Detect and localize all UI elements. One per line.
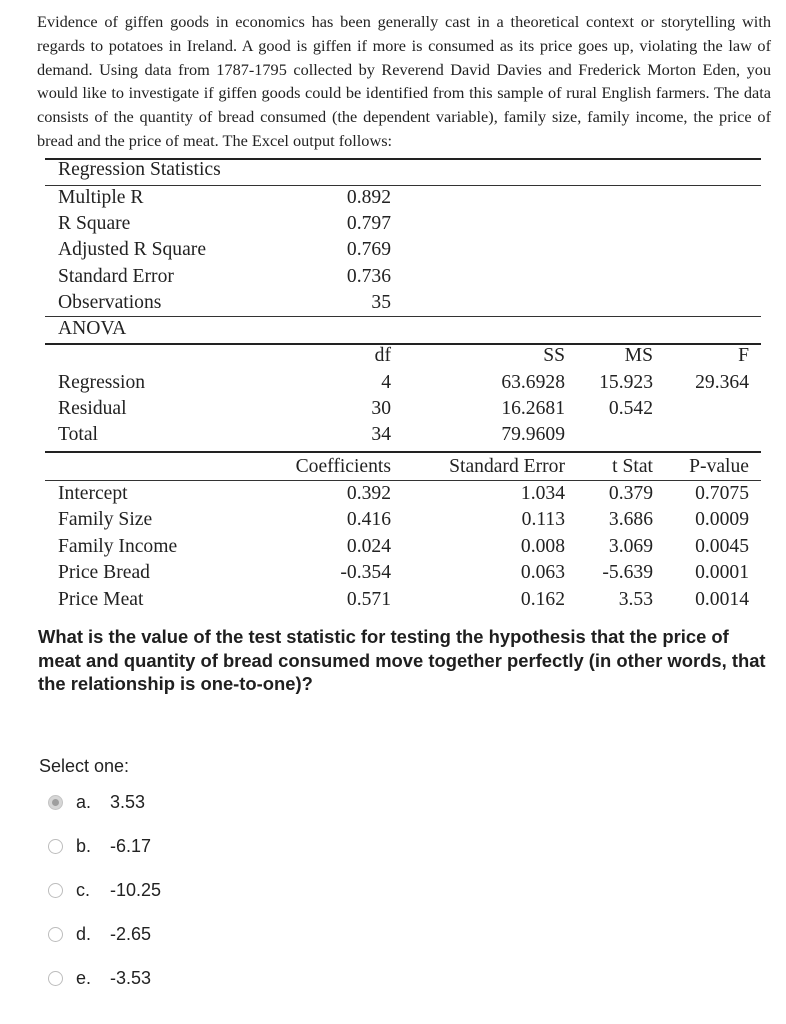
option-letter: b. bbox=[76, 836, 92, 856]
coef-p-value: 0.0014 bbox=[695, 589, 749, 610]
coef-value: 0.392 bbox=[346, 483, 391, 504]
option-value: -6.17 bbox=[110, 836, 152, 856]
coef-value: 0.024 bbox=[346, 536, 391, 557]
option-value: 3.53 bbox=[110, 792, 146, 812]
coef-se: 1.034 bbox=[520, 483, 565, 504]
coef-row-label: Intercept bbox=[58, 483, 128, 504]
coef-se: 0.113 bbox=[521, 509, 565, 530]
coef-value: 0.571 bbox=[346, 589, 391, 610]
coef-t-stat: 0.379 bbox=[608, 483, 653, 504]
anova-f: 29.364 bbox=[695, 372, 749, 393]
stat-label: R Square bbox=[58, 213, 131, 234]
coef-p-value: 0.0001 bbox=[695, 562, 749, 583]
anova-ss: 16.2681 bbox=[501, 398, 565, 419]
select-one-label: Select one: bbox=[39, 756, 130, 776]
coef-se: 0.008 bbox=[520, 536, 565, 557]
radio-button[interactable] bbox=[48, 795, 63, 810]
regression-stats-title: Regression Statistics bbox=[58, 159, 221, 180]
coef-top-rule bbox=[45, 451, 761, 453]
anova-ms: 15.923 bbox=[599, 372, 653, 393]
coef-se: 0.063 bbox=[520, 562, 565, 583]
stats-rule bbox=[45, 185, 761, 186]
anova-ms: 0.542 bbox=[608, 398, 653, 419]
regression-output bbox=[45, 154, 761, 616]
coef-row-label: Family Income bbox=[58, 536, 178, 557]
option-b[interactable] bbox=[48, 835, 268, 861]
coef-t-stat: -5.639 bbox=[602, 562, 653, 583]
anova-row-label: Regression bbox=[58, 372, 146, 393]
coef-row-label: Family Size bbox=[58, 509, 153, 530]
anova-df: 4 bbox=[381, 372, 391, 393]
coef-value: -0.354 bbox=[340, 562, 391, 583]
coef-t-stat: 3.069 bbox=[608, 536, 653, 557]
anova-rule bbox=[45, 316, 761, 317]
option-e[interactable] bbox=[48, 967, 268, 993]
stat-label: Multiple R bbox=[58, 187, 144, 208]
option-value: -3.53 bbox=[110, 968, 152, 988]
coef-header-p-value: P-value bbox=[689, 456, 749, 477]
anova-header-f: F bbox=[738, 345, 749, 366]
anova-ss: 79.9609 bbox=[501, 424, 565, 445]
anova-row-label: Residual bbox=[58, 398, 127, 419]
radio-button[interactable] bbox=[48, 971, 63, 986]
stat-value: 0.736 bbox=[346, 266, 391, 287]
option-value: -10.25 bbox=[110, 880, 162, 900]
coef-p-value: 0.7075 bbox=[695, 483, 749, 504]
option-d[interactable] bbox=[48, 923, 268, 949]
coef-p-value: 0.0045 bbox=[695, 536, 749, 557]
coef-header-t-stat: t Stat bbox=[612, 456, 653, 477]
coef-p-value: 0.0009 bbox=[695, 509, 749, 530]
anova-df: 34 bbox=[371, 424, 391, 445]
radio-button[interactable] bbox=[48, 927, 63, 942]
anova-ss: 63.6928 bbox=[501, 372, 565, 393]
stat-label: Standard Error bbox=[58, 266, 174, 287]
option-a[interactable] bbox=[48, 791, 268, 817]
option-letter: c. bbox=[76, 880, 91, 900]
coef-t-stat: 3.53 bbox=[618, 589, 653, 610]
stat-value: 0.769 bbox=[346, 239, 391, 260]
coef-value: 0.416 bbox=[346, 509, 391, 530]
option-letter: d. bbox=[76, 924, 92, 944]
coef-header-standard-error: Standard Error bbox=[449, 456, 565, 477]
coef-row-label: Price Meat bbox=[58, 589, 144, 610]
coef-t-stat: 3.686 bbox=[608, 509, 653, 530]
anova-header-ss: SS bbox=[543, 345, 565, 366]
radio-button[interactable] bbox=[48, 839, 63, 854]
stat-value: 0.892 bbox=[346, 187, 391, 208]
stat-label: Adjusted R Square bbox=[58, 239, 207, 260]
anova-header-ms: MS bbox=[624, 345, 653, 366]
option-c[interactable] bbox=[48, 879, 268, 905]
stat-label: Observations bbox=[58, 292, 162, 313]
question-card bbox=[10, 2, 778, 1018]
intro-paragraph: Evidence of giffen goods in economics has been generally cast in a theoretical context or storytelling with regards to potatoes in Ireland. A good is giffen if more is consumed as its price goes up, violating the law of demand. Using data from 1787-1795 collected by Reverend David Davies and Frederick Morton Eden, you would like to investigate if giffen goods could be identified from this sample of rural English farmers. The data consists of the quantity of bread consumed (the dependent variable), family size, family income, the price of bread and the price of meat. The Excel output follows: bbox=[37, 12, 771, 150]
coef-se: 0.162 bbox=[520, 589, 565, 610]
coef-row-label: Price Bread bbox=[58, 562, 150, 583]
anova-title: ANOVA bbox=[58, 318, 127, 339]
question-text: What is the value of the test statistic for testing the hypothesis that the price of meat and quantity of bread consumed move together perfectly (in other words, that the relationship is one-to-one)? bbox=[38, 626, 766, 694]
stat-value: 35 bbox=[371, 292, 391, 313]
radio-button[interactable] bbox=[48, 883, 63, 898]
option-letter: a. bbox=[76, 792, 92, 812]
option-letter: e. bbox=[76, 968, 92, 988]
anova-df: 30 bbox=[371, 398, 391, 419]
stat-value: 0.797 bbox=[346, 213, 391, 234]
anova-row-label: Total bbox=[58, 424, 98, 445]
coef-header-rule bbox=[45, 480, 761, 481]
anova-header-df: df bbox=[374, 345, 391, 366]
coef-header-coefficients: Coefficients bbox=[295, 456, 391, 477]
option-value: -2.65 bbox=[110, 924, 152, 944]
